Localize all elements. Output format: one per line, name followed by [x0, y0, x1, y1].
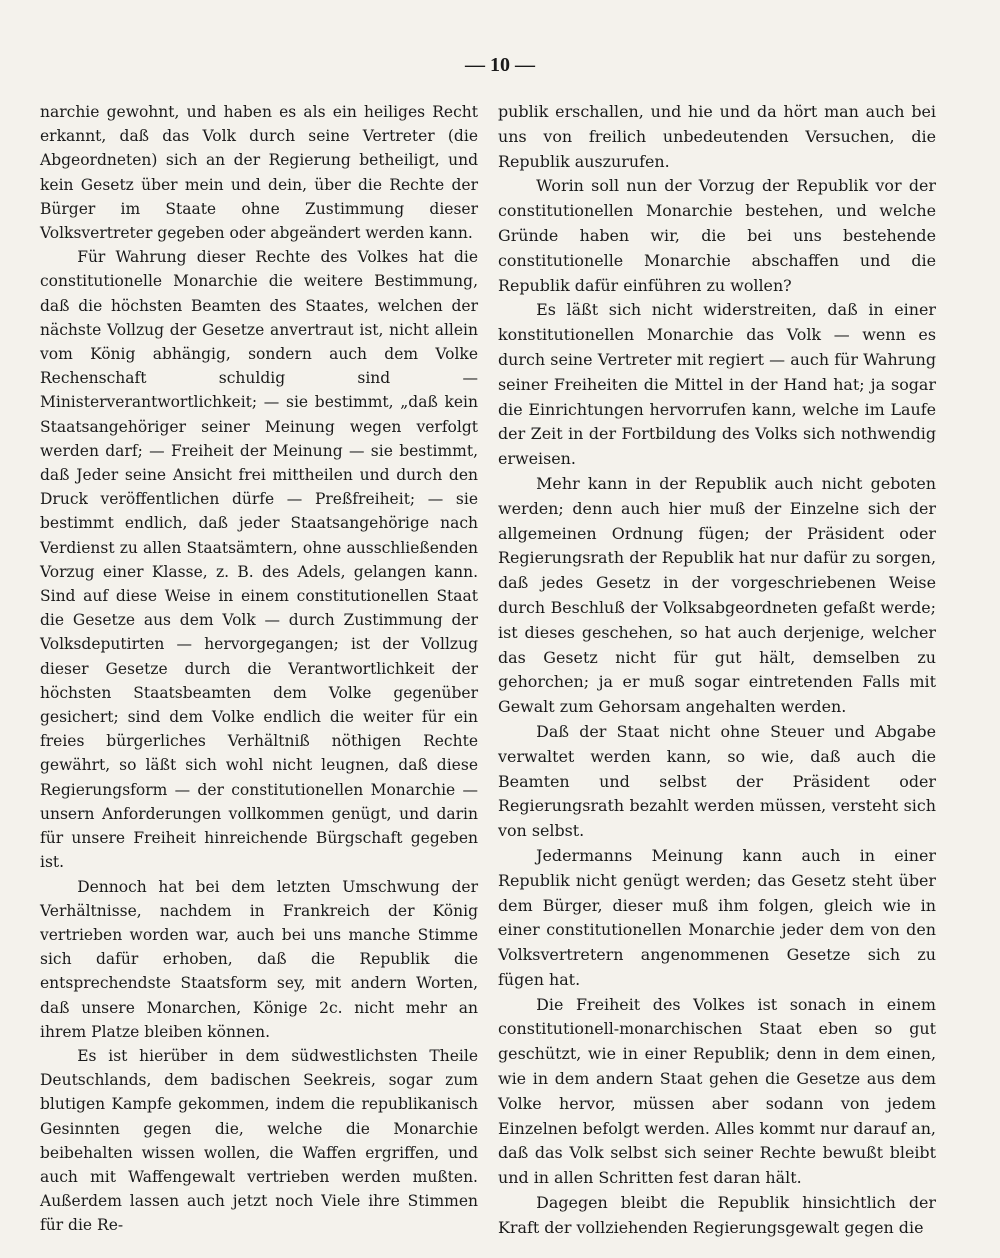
paragraph: Dennoch hat bei dem letzten Umschwung der Verhältnisse, nachdem in Frankreich der König vertrieben worden war, auch bei uns manche Stimme sich dafür erhoben, daß die Republik die entsprechendste Staatsform sey, mit andern Worten, daß unsere Monarchen, Könige 2c. nicht mehr an ihrem Platze bleiben können. — [40, 877, 478, 1041]
paragraph: Dagegen bleibt die Republik hinsichtlich der Kraft der vollziehenden Regierungsgewalt gegen die — [498, 1193, 936, 1237]
paragraph: Mehr kann in der Republik auch nicht geboten werden; denn auch hier muß der Einzelne sich der allgemeinen Ordnung fügen; der Präsident oder Regierungsrath der Republik hat nur dafür zu sorgen, daß jedes Gesetz in der vorgeschriebenen Weise durch Beschluß der Volksabgeordneten gefaßt werde; ist dieses geschehen, so hat auch derjenige, welcher das Gesetz nicht für gut hält, demselben zu gehorchen; ja er muß sogar eintretenden Falls mit Gewalt zum Gehorsam angehalten werden. — [498, 473, 936, 717]
paragraph: Es ist hierüber in dem südwestlichsten Theile Deutschlands, dem badischen Seekreis, sogar zum blutigen Kampfe gekommen, indem die republikanisch Gesinnten gegen die, welche die Monarchie beibehalten wissen wollen, die Waffen ergriffen, und auch mit Waffengewalt vertrieben werden mußten. Außerdem lassen auch jetzt noch Viele ihre Stimmen für die Re- — [40, 1046, 478, 1235]
paragraph: Worin soll nun der Vorzug der Republik vor der constitutionellen Monarchie bestehen, und welche Gründe haben wir, die bei uns bestehende constitutionelle Monarchie abschaffen und die Republik dafür einführen zu wollen? — [498, 176, 936, 295]
page-number: — 10 — — [465, 54, 535, 76]
paragraph: Es läßt sich nicht widerstreiten, daß in einer konstitutionellen Monarchie das Volk — wenn es durch seine Vertreter mit regiert — auch für Wahrung seiner Freiheiten die Mittel in der Hand hat; ja sogar die Einrichtungen hervorrufen kann, welche im Laufe der Zeit in der Fortbildung des Volks sich nothwendig erweisen. — [498, 300, 936, 469]
left-column — [40, 100, 478, 1238]
right-column — [498, 100, 936, 1241]
paragraph: Für Wahrung dieser Rechte des Volkes hat die constitutionelle Monarchie die weitere Bestimmung, daß die höchsten Beamten des Staates, welchen der nächste Vollzug der Gesetze anvertraut ist, nicht allein vom König abhängig, sondern auch dem Volke Rechenschaft schuldig sind — Ministerverantwortlichkeit; — sie bestimmt, „daß kein Staatsangehöriger seiner Meinung wegen verfolgt werden darf; — Freiheit der Meinung — sie bestimmt, daß Jeder seine Ansicht frei mittheilen und durch den Druck veröffentlichen dürfe — Preßfreiheit; — sie bestimmt endlich, daß jeder Staatsangehörige nach Verdienst zu allen Staatsämtern, ohne ausschließenden Vorzug einer Klasse, z. B. des Adels, gelangen kann. Sind auf diese Weise in einem constitutionellen Staat die Gesetze aus dem Volk — durch Zustimmung der Volksdeputirten — hervorgegangen; ist der Vollzug dieser Gesetze durch die Verantwortlichkeit der höchsten Staatsbeamten dem Volke gegenüber gesichert; sind dem Volke endlich die weiter für ein freies bürgerliches Verhältniß nöthigen Rechte gewährt, so läßt sich wohl nicht leugnen, daß diese Regierungsform — der constitutionellen Monarchie — unsern Anforderungen vollkommen genügt, und darin für unsere Freiheit hinreichende Bürgschaft gegeben ist. — [40, 248, 478, 872]
paragraph: narchie gewohnt, und haben es als ein heiliges Recht erkannt, daß das Volk durch seine Vertreter (die Abgeordneten) sich an der Regierung betheiligt, und kein Gesetz über mein und dein, über die Rechte der Bürger im Staate ohne Zustimmung dieser Volksvertreter gegeben oder abgeändert werden kann. — [40, 103, 478, 243]
paragraph: publik erschallen, und hie und da hört man auch bei uns von freilich unbedeutenden Versuchen, die Republik auszurufen. — [498, 102, 936, 171]
paragraph: Jedermanns Meinung kann auch in einer Republik nicht genügt werden; das Gesetz steht über dem Bürger, dieser muß ihm folgen, gleich wie in einer constitutionellen Monarchie jeder dem von den Volksvertretern angenommenen Gesetze sich zu fügen hat. — [498, 845, 936, 989]
paragraph: Die Freiheit des Volkes ist sonach in einem constitutionell-monarchischen Staat eben so gut geschützt, wie in einer Republik; denn in dem einen, wie in dem andern Staat gehen die Gesetze aus dem Volke hervor, müssen aber sodann von jedem Einzelnen befolgt werden. Alles kommt nur darauf an, daß das Volk selbst sich seiner Rechte bewußt bleibt und in allen Schritten fest daran hält. — [498, 994, 936, 1188]
paragraph: Daß der Staat nicht ohne Steuer und Abgabe verwaltet werden kann, so wie, daß auch die Beamten und selbst der Präsident oder Regierungsrath bezahlt werden müssen, versteht sich von selbst. — [498, 721, 936, 841]
